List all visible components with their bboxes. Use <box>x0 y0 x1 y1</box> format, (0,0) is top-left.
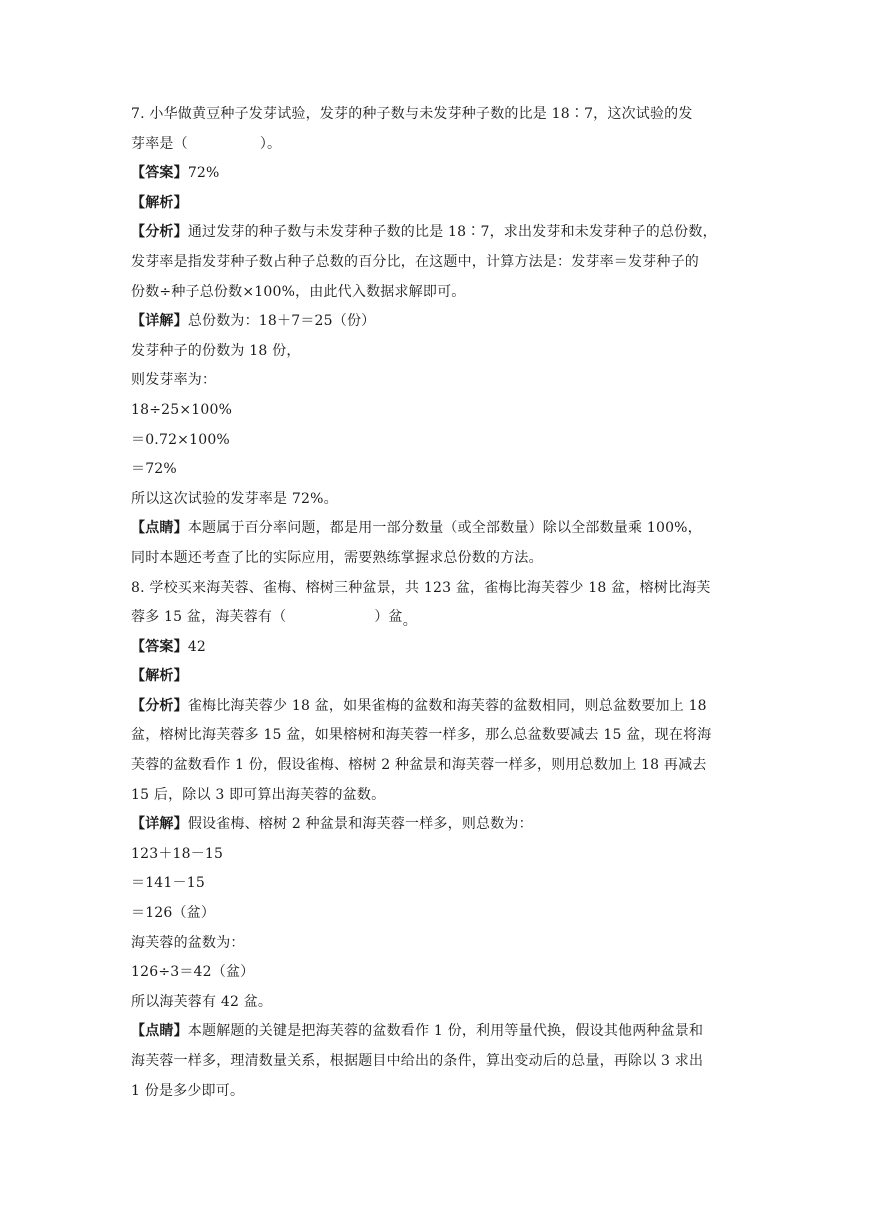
q8-stem-line1: 8. 学校买来海芙蓉、雀梅、榕树三种盆景，共 123 盆，雀梅比海芙蓉少 18 盆，榕树比海芙 <box>131 579 711 596</box>
q8-calc-line: 海芙蓉的盆数为： <box>131 934 245 951</box>
q7-xiangjie-line1 <box>131 307 743 337</box>
q7-answer <box>131 159 743 189</box>
q7-calc-line: 所以这次试验的发芽率是 72%。 <box>131 490 338 507</box>
question-8 <box>131 574 743 1107</box>
q8-xiangjie-line1 <box>131 810 743 840</box>
q7-stem-post: ）。 <box>259 135 282 152</box>
q7-xiangjie-text1: 总份数为：18＋7＝25（份） <box>187 313 376 330</box>
q8-fenxi-text1: 雀梅比海芙蓉少 18 盆，如果雀梅的盆数和海芙蓉的盆数相同，则总盆数要加上 18 <box>187 697 707 714</box>
q7-calc-line: 发芽种子的份数为 18 份， <box>131 342 301 359</box>
q8-dianjing-line1 <box>131 1017 743 1047</box>
q8-calc-line: 123＋18－15 <box>131 845 224 862</box>
q8-stem-end: 。 <box>402 613 417 630</box>
document-page <box>131 100 743 1106</box>
q7-xiangjie-tag: 【详解】 <box>131 313 188 330</box>
q7-analysis-header: 【解析】 <box>131 194 188 211</box>
q7-dianjing-tag: 【点睛】 <box>131 520 188 537</box>
q7-fenxi-line3: 份数÷种子总份数×100%，由此代入数据求解即可。 <box>131 283 466 300</box>
q8-dianjing-text1: 本题解题的关键是把海芙蓉的盆数看作 1 份，利用等量代换，假设其他两种盆景和 <box>187 1023 704 1040</box>
q8-fenxi-line3: 芙蓉的盆数看作 1 份，假设雀梅、榕树 2 种盆景和海芙蓉一样多，则用总数加上 18 再减去 <box>131 757 707 774</box>
q8-xiangjie-tag: 【详解】 <box>131 816 188 833</box>
q7-calc-line: 18÷25×100% <box>131 401 233 418</box>
q8-fenxi-line4: 15 后，除以 3 即可算出海芙蓉的盆数。 <box>131 786 386 803</box>
q8-fenxi-tag: 【分析】 <box>131 697 188 714</box>
q8-stem-line2 <box>131 603 743 633</box>
q8-answer-value: 42 <box>187 638 207 655</box>
q8-xiangjie-text1: 假设雀梅、榕树 2 种盆景和海芙蓉一样多，则总数为： <box>187 816 533 833</box>
q7-calc-line: ＝0.72×100% <box>131 431 230 448</box>
q7-dianjing-line1 <box>131 514 743 544</box>
q7-calc-line: 则发芽率为： <box>131 372 217 389</box>
q7-dianjing-line2: 同时本题还考查了比的实际应用，需要熟练掌握求总份数的方法。 <box>131 549 543 566</box>
q7-answer-value: 72% <box>187 165 220 182</box>
q8-calc-line: 126÷3＝42（盆） <box>131 964 255 981</box>
q7-fenxi-line1 <box>131 218 743 248</box>
q7-stem-pre: 芽率是（ <box>131 135 188 152</box>
q8-calc-line: 所以海芙蓉有 42 盆。 <box>131 993 273 1010</box>
q8-analysis-header: 【解析】 <box>131 668 188 685</box>
q8-calc-line: ＝126（盆） <box>131 905 216 922</box>
q7-dianjing-text1: 本题属于百分率问题，都是用一部分数量（或全部数量）除以全部数量乘 100%， <box>187 520 702 537</box>
q7-fenxi-tag: 【分析】 <box>131 224 188 241</box>
q8-calc-line: ＝141－15 <box>131 875 205 892</box>
q8-answer <box>131 633 743 663</box>
q8-fenxi-line2: 盆，榕树比海芙蓉多 15 盆，如果榕树和海芙蓉一样多，那么总盆数要减去 15 盆，现在将海 <box>131 727 712 744</box>
q7-fenxi-text1: 通过发芽的种子数与未发芽种子数的比是 18∶7，求出发芽和未发芽种子的总份数， <box>187 224 717 241</box>
question-7 <box>131 100 743 574</box>
q8-dianjing-line2: 海芙蓉一样多，理清数量关系，根据题目中给出的条件，算出变动后的总量，再除以 3 求出 <box>131 1053 704 1069</box>
q8-fenxi-line1 <box>131 692 743 722</box>
q8-dianjing-line3: 1 份是多少即可。 <box>131 1082 245 1099</box>
q7-calc-line: ＝72% <box>131 461 177 478</box>
q7-stem-line2 <box>131 130 743 160</box>
q8-stem-post: ）盆 <box>374 609 403 626</box>
q7-fenxi-line2: 发芽率是指发芽种子数占种子总数的百分比，在这题中，计算方法是：发芽率＝发芽种子的 <box>131 253 699 270</box>
q7-answer-tag: 【答案】 <box>131 165 188 182</box>
q8-stem-pre: 蓉多 15 盆，海芙蓉有（ <box>131 609 287 626</box>
q8-answer-tag: 【答案】 <box>131 638 188 655</box>
q8-dianjing-tag: 【点睛】 <box>131 1023 188 1040</box>
q7-stem-line1: 7. 小华做黄豆种子发芽试验，发芽的种子数与未发芽种子数的比是 18∶7，这次试验的发 <box>131 106 693 122</box>
